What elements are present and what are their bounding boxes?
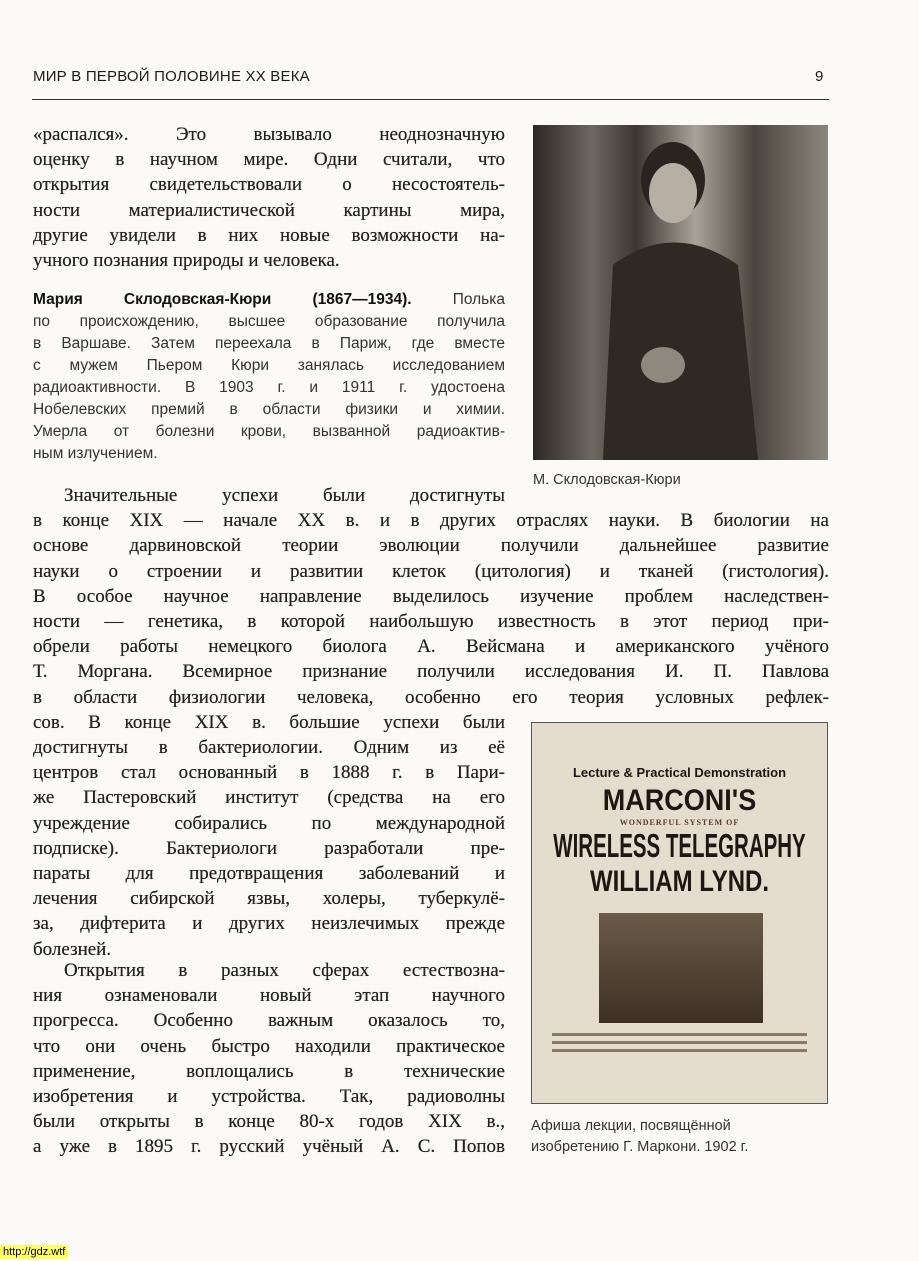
text-line: ния ознаменовали новый этап научного (33, 985, 505, 1007)
text-line: другие увидели в них новые возможности на- (33, 224, 505, 246)
poster-line: WILLIAM LYND. (589, 865, 770, 898)
text-line: ности — генетика, в которой наибольшую известность в этот период при- (33, 611, 829, 632)
text-line: Т. Моргана. Всемирное признание получили исследования И. П. Павлова (33, 661, 829, 683)
text-line: учного познания природы и человека. (33, 250, 340, 271)
text-line: что они очень быстро находили практическое (33, 1035, 505, 1057)
fine-print (552, 1049, 807, 1052)
text-line: параты для предотвращения заболеваний и (33, 863, 505, 884)
bio-line: радиоактивности. В 1903 г. и 1911 г. удостоена (33, 379, 505, 396)
photo-caption: М. Склодовская-Кюри (533, 472, 681, 488)
poster-line: WIRELESS TELEGRAPHY (553, 827, 806, 864)
poster-line: WONDERFUL SYSTEM OF (619, 818, 740, 827)
text-line: достигнуты в бактериологии. Одним из её (33, 737, 505, 758)
text-line: Открытия в разных сферах естествозна- (64, 960, 505, 981)
marconi-photo (599, 913, 763, 1023)
text-line: же Пастеровский институт (средства на его (33, 787, 505, 809)
header-rule (32, 99, 829, 100)
text-line: за, дифтерита и других неизлечимых прежде (33, 913, 505, 935)
text-line: были открыты в конце 80-х годов XIX в., (33, 1111, 505, 1133)
bio-line: в Варшаве. Затем переехала в Париж, где вместе (33, 335, 505, 352)
text-line: основе дарвиновской теории эволюции получили дальнейшее развитие (33, 535, 829, 557)
text-line: изобретения и устройства. Так, радиоволны (33, 1086, 505, 1107)
text-line: болезней. (33, 938, 112, 960)
text-line: Значительные успехи были достигнуты (64, 485, 505, 506)
fine-print (552, 1033, 807, 1036)
text-line: ности материалистической картины мира, (33, 199, 505, 221)
text-line: применение, воплощались в технические (33, 1060, 505, 1082)
bio-line: с мужем Пьером Кюри занялась исследованием (33, 357, 505, 374)
text-line: в конце XIX — начале XX в. и в других отраслях науки. В биологии на (33, 510, 829, 532)
poster-line: Lecture & Practical Demonstration (572, 765, 787, 780)
caption-line: Афиша лекции, посвящённой (531, 1118, 731, 1134)
bio-line: по происхождению, высшее образование получила (33, 313, 505, 330)
text-line: В особое научное направление выделилось изучение проблем наследствен- (33, 585, 829, 607)
page-number: 9 (815, 68, 824, 85)
fine-print (552, 1041, 807, 1044)
text-line: сов. В конце XIX в. большие успехи были (33, 711, 505, 733)
text-line: обрели работы немецкого биолога А. Вейсмана и американского учёного (33, 636, 829, 658)
bio-line: Нобелевских премий в области физики и химии. (33, 401, 505, 418)
bio-name: Мария Склодовская-Кюри (1867—1934). (33, 291, 412, 308)
bio-first-line (33, 289, 505, 311)
marconi-poster (531, 722, 828, 1104)
bio-line: ным излучением. (33, 445, 158, 462)
caption-line: изобретению Г. Маркони. 1902 г. (531, 1139, 749, 1155)
bio-line: Умерла от болезни крови, вызванной радиоактив- (33, 423, 505, 440)
curie-photo (533, 125, 828, 460)
text-line: подписке). Бактериологи разработали пре- (33, 837, 505, 859)
text-line: прогресса. Особенно важным оказалось то, (33, 1010, 505, 1032)
text-line: оценку в научном мире. Одни считали, что (33, 149, 505, 171)
text-line: а уже в 1895 г. русский учёный А. С. Попов (33, 1136, 505, 1158)
text-line: лечения сибирской язвы, холеры, туберкулё- (33, 888, 505, 910)
text-line: центров стал основанный в 1888 г. в Пари- (33, 762, 505, 784)
text-line: в области физиологии человека, особенно его теория условных рефлек- (33, 686, 829, 708)
text-line: учреждение собирались по международной (33, 812, 505, 834)
running-header: МИР В ПЕРВОЙ ПОЛОВИНЕ XX ВЕКА (33, 68, 310, 85)
text-line: «распался». Это вызывало неоднозначную (33, 124, 505, 145)
watermark: http://gdz.wtf (0, 1245, 68, 1259)
bio-text: Полька (411, 291, 505, 308)
text-line: науки о строении и развитии клеток (цитология) и тканей (гистология). (33, 560, 829, 582)
poster-caption (531, 1116, 748, 1158)
text-line: открытия свидетельствовали о несостоятель- (33, 174, 505, 196)
poster-line: MARCONI'S (602, 784, 757, 817)
